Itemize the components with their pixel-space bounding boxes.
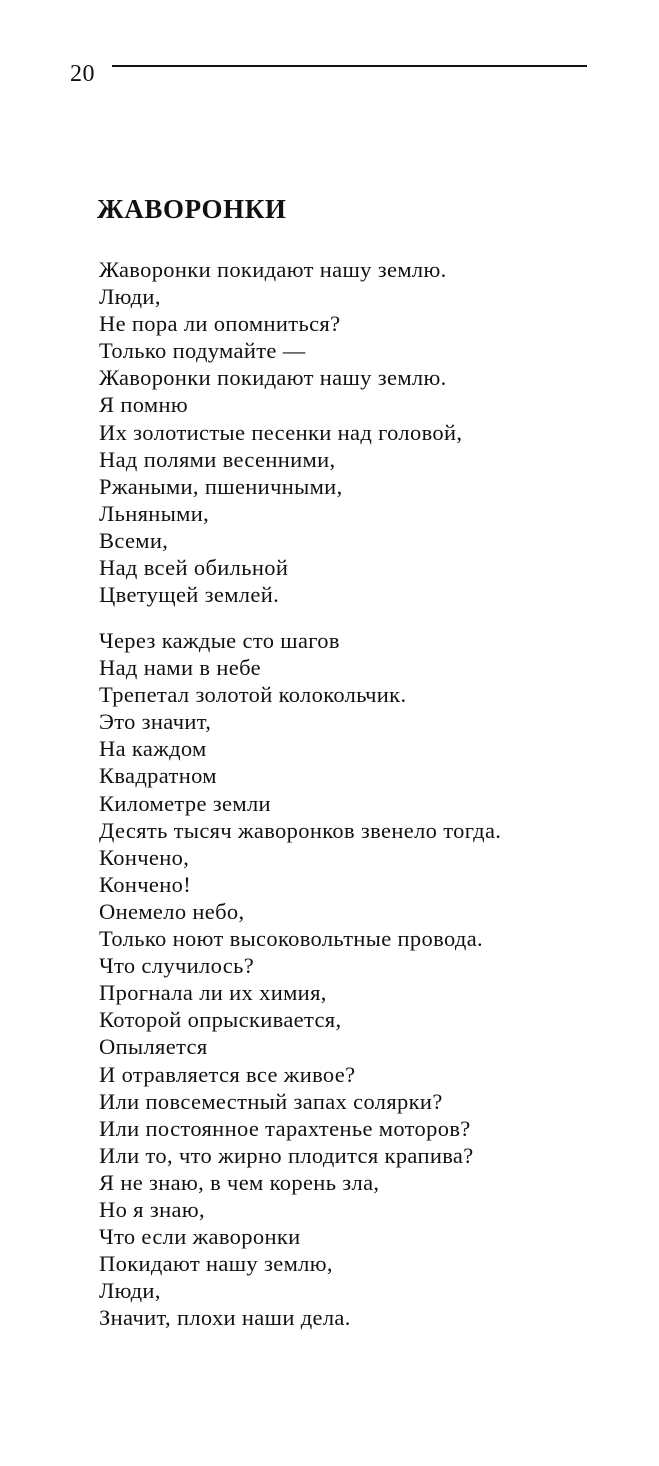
poem-line: Десять тысяч жаворонков звенело тогда. — [99, 817, 502, 843]
poem-line: Трепетал золотой колокольчик. — [99, 682, 407, 708]
poem-line: Их золотистые песенки над головой, — [99, 419, 463, 445]
poem-line: Я помню — [99, 392, 189, 418]
poem-line: Жаворонки покидают нашу землю. — [99, 365, 447, 391]
poem-line: Что случилось? — [99, 953, 255, 979]
poem-line: Жаворонки покидают нашу землю. — [99, 257, 447, 282]
poem-line: Или повсеместный запах солярки? — [99, 1088, 443, 1114]
poem-line: Километре земли — [99, 790, 271, 816]
poem-line: Люди, — [99, 1278, 161, 1304]
poem-line: Над нами в небе — [99, 655, 261, 681]
header-rule — [112, 65, 587, 67]
stanza-1 — [99, 256, 462, 608]
page-header — [70, 56, 590, 96]
poem-line: Опыляется — [99, 1034, 208, 1060]
poem-line: На каждом — [99, 736, 207, 762]
poem-line: Только подумайте — — [99, 338, 306, 364]
poem-line: Не пора ли опомниться? — [99, 311, 341, 337]
poem-line: Это значит, — [99, 709, 212, 735]
poem-line: Но я знаю, — [99, 1196, 205, 1222]
poem-line: Кончено, — [99, 844, 190, 870]
poem-line: Льняными, — [99, 500, 210, 526]
poem-line: Кончено! — [99, 871, 192, 897]
poem-line: Через каждые сто шагов — [99, 628, 340, 653]
poem-line: Над полями весенними, — [99, 446, 336, 472]
poem-line: Прогнала ли их химия, — [99, 980, 327, 1006]
poem-line: Квадратном — [99, 763, 217, 789]
poem-line: Или постоянное тарахтенье моторов? — [99, 1115, 471, 1141]
poem-line: Только ноют высоковольтные провода. — [99, 926, 484, 952]
poem-title: ЖАВОРОНКИ — [97, 194, 287, 224]
poem-line: Цветущей землей. — [99, 582, 280, 608]
poem-line: Онемело небо, — [99, 898, 245, 924]
poem-line: Я не знаю, в чем корень зла, — [99, 1169, 380, 1195]
poem-line: Которой опрыскивается, — [99, 1007, 342, 1033]
poem-line: Над всей обильной — [99, 555, 289, 581]
poem-line: Значит, плохи наши дела. — [99, 1305, 351, 1331]
poem-line: И отравляется все живое? — [99, 1061, 356, 1087]
poem-line: Ржаными, пшеничными, — [99, 473, 343, 499]
page-number: 20 — [70, 61, 95, 87]
poem-line: Или то, что жирно плодится крапива? — [99, 1142, 474, 1168]
poem-line: Всеми, — [99, 527, 169, 553]
poem-line: Покидают нашу землю, — [99, 1251, 333, 1277]
poem-line: Люди, — [99, 284, 161, 310]
poem-line: Что если жаворонки — [99, 1224, 301, 1250]
stanza-2 — [99, 627, 501, 1331]
